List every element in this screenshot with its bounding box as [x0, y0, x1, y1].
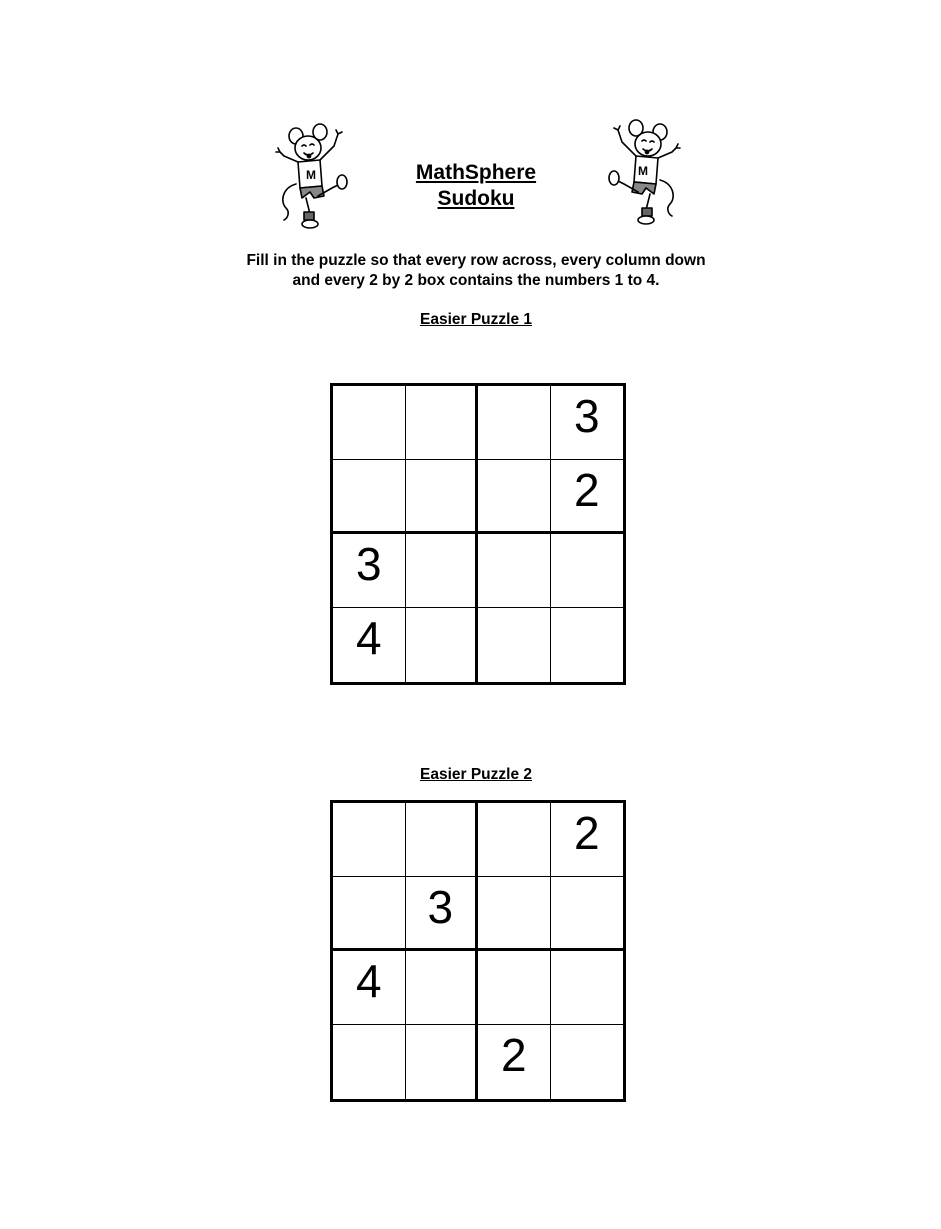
grid-cell[interactable]: 2	[551, 460, 624, 534]
grid-cell[interactable]: 3	[406, 877, 479, 951]
page-subtitle: Sudoku	[437, 187, 515, 210]
grid-cell[interactable]	[333, 386, 406, 460]
grid-cell[interactable]	[551, 1025, 624, 1099]
grid-cell[interactable]	[478, 608, 551, 682]
grid-cell[interactable]	[551, 608, 624, 682]
puzzle-1-heading: Easier Puzzle 1	[419, 311, 532, 328]
svg-text:M: M	[638, 164, 648, 178]
instructions-line-1: Fill in the puzzle so that every row across, every column down	[246, 252, 706, 269]
grid-cell[interactable]	[333, 1025, 406, 1099]
grid-cell[interactable]	[406, 608, 479, 682]
grid-cell[interactable]	[333, 803, 406, 877]
grid-cell[interactable]	[333, 877, 406, 951]
grid-cell[interactable]	[478, 386, 551, 460]
grid-cell[interactable]	[406, 951, 479, 1025]
grid-cell[interactable]	[478, 877, 551, 951]
grid-cell[interactable]	[333, 460, 406, 534]
grid-cell[interactable]	[551, 877, 624, 951]
grid-cell[interactable]	[406, 1025, 479, 1099]
page-title: MathSphere	[415, 161, 537, 184]
grid-cell[interactable]: 3	[333, 534, 406, 608]
grid-cell[interactable]: 2	[551, 803, 624, 877]
grid-cell[interactable]	[551, 534, 624, 608]
svg-text:M: M	[306, 168, 316, 182]
mouse-mascot-left-icon	[274, 122, 354, 232]
mouse-mascot-right-icon	[602, 118, 682, 228]
sudoku-grid-1	[330, 383, 626, 685]
grid-cell[interactable]: 4	[333, 951, 406, 1025]
grid-cell[interactable]: 4	[333, 608, 406, 682]
instructions-line-2: and every 2 by 2 box contains the numbers 1 to 4.	[292, 272, 660, 289]
grid-cell[interactable]	[478, 534, 551, 608]
grid-cell[interactable]	[478, 803, 551, 877]
grid-cell[interactable]: 3	[551, 386, 624, 460]
grid-cell[interactable]	[551, 951, 624, 1025]
puzzle-2-heading: Easier Puzzle 2	[419, 766, 532, 783]
grid-cell[interactable]	[406, 386, 479, 460]
grid-cell[interactable]	[478, 460, 551, 534]
grid-cell[interactable]	[406, 534, 479, 608]
grid-cell[interactable]	[478, 951, 551, 1025]
sudoku-grid-2	[330, 800, 626, 1102]
grid-cell[interactable]: 2	[478, 1025, 551, 1099]
grid-cell[interactable]	[406, 460, 479, 534]
grid-cell[interactable]	[406, 803, 479, 877]
